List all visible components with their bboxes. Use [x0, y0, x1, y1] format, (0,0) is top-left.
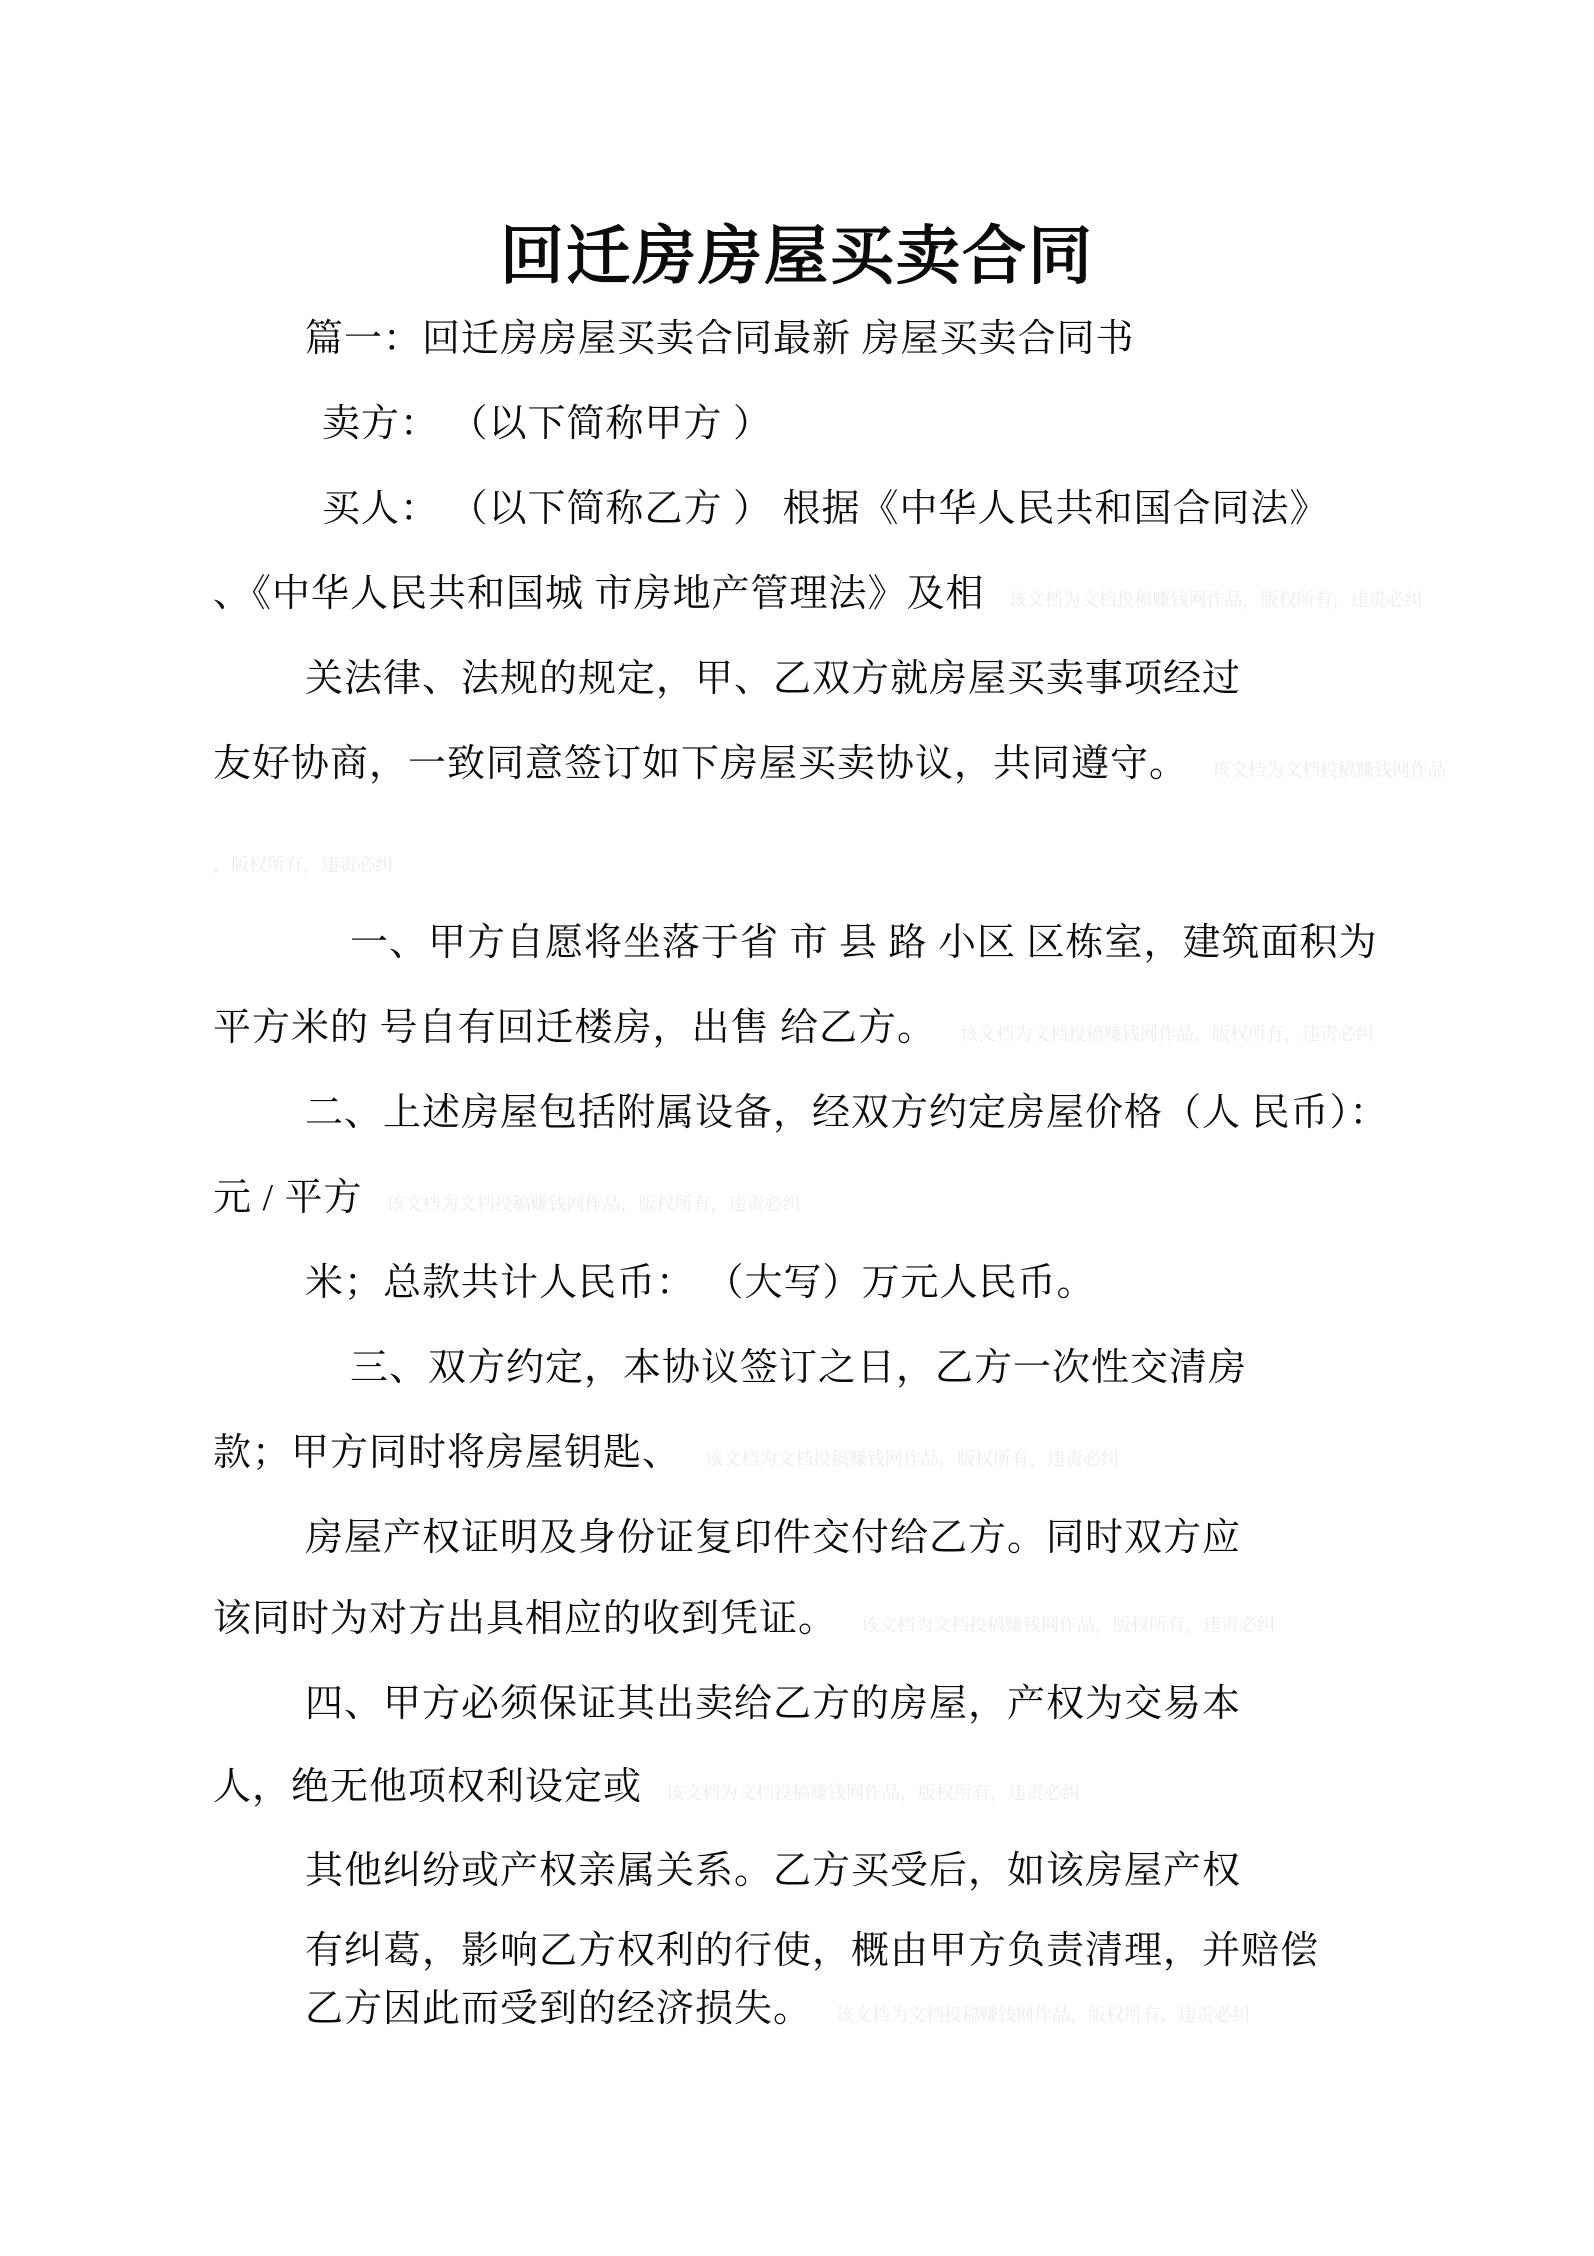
line-text: 乙方因此而受到的经济损失。 — [305, 1988, 813, 2030]
watermark-text: 该文档为文档投稿赚钱网作品，版权所有，违责必纠 — [705, 1449, 1120, 1469]
line-text: 三、双方约定，本协议签订之日，乙方一次性交清房 — [350, 1347, 1248, 1389]
contract-line — [322, 403, 772, 446]
contract-line — [322, 488, 1329, 531]
contract-line — [213, 573, 1423, 616]
line-text: 该同时为对方出具相应的收到凭证。 — [213, 1598, 838, 1640]
line-text: 米；总款共计人民币： （大写）万元人民币。 — [305, 1262, 1096, 1304]
contract-line — [213, 1598, 1275, 1641]
line-text: 四、甲方必须保证其出卖给乙方的房屋，产权为交易本 — [305, 1683, 1242, 1725]
line-text: 买人： （以下简称乙方 ） 根据《中华人民共和国合同法》 — [322, 488, 1329, 530]
watermark-text: 该文档为文档投稿赚钱网作品，版权所有，违责必纠 — [861, 1615, 1276, 1635]
watermark-text: 该文档为文档投稿赚钱网作品，版权所有，违责必纠 — [836, 2005, 1251, 2025]
watermark-text: 该文档为文档投稿赚钱网作品，版权所有，违责必纠 — [960, 1024, 1375, 1044]
line-text: 、《中华人民共和国城 市房地产管理法》及相 — [213, 573, 985, 615]
contract-line — [305, 1683, 1241, 1726]
line-text: 卖方： （以下简称甲方 ） — [322, 403, 773, 445]
contract-line — [305, 1930, 1319, 1973]
line-text: 友好协商，一致同意签订如下房屋买卖协议，共同遵守。 — [213, 743, 1189, 785]
line-text: 平方米的 号自有回迁楼房，出售 给乙方。 — [213, 1007, 937, 1049]
contract-line — [305, 658, 1241, 701]
contract-line — [305, 1092, 1389, 1135]
contract-line — [213, 838, 393, 881]
watermark-text: 该文档为文档投稿赚钱网作品，版权所有，违责必纠 — [386, 1194, 801, 1214]
contract-line — [213, 1007, 1374, 1050]
contract-line — [305, 1850, 1241, 1893]
contract-line — [213, 1177, 801, 1220]
contract-line — [305, 1262, 1096, 1305]
line-text: 一、甲方自愿将坐落于省 市 县 路 小区 区栋室，建筑面积为 — [350, 922, 1378, 964]
contract-line — [350, 1347, 1247, 1390]
contract-line — [213, 743, 1446, 786]
line-text: 人，绝无他项权利设定或 — [213, 1766, 643, 1808]
watermark-text: 该文档为文档投稿赚钱网作品 — [1212, 760, 1447, 780]
contract-line — [213, 1432, 1119, 1475]
contract-line — [305, 1517, 1241, 1560]
line-text: 二、上述房屋包括附属设备，经双方约定房屋价格（人 民币）： — [305, 1092, 1389, 1134]
contract-line — [213, 1766, 1080, 1809]
contract-line — [305, 318, 1135, 361]
watermark-text: 该文档为文档投稿赚钱网作品，版权所有，违责必纠 — [666, 1783, 1081, 1803]
watermark-text: ，版权所有，违责必纠 — [213, 855, 393, 875]
line-text: 元 / 平方 — [213, 1177, 363, 1219]
line-text: 有纠葛，影响乙方权利的行使，概由甲方负责清理，并赔偿 — [305, 1930, 1320, 1972]
document-title: 回迁房房屋买卖合同 — [500, 220, 1094, 292]
line-text: 房屋产权证明及身份证复印件交付给乙方。同时双方应 — [305, 1517, 1242, 1559]
contract-line — [305, 1988, 1250, 2031]
line-text: 篇一：回迁房房屋买卖合同最新 房屋买卖合同书 — [305, 318, 1135, 360]
line-text: 其他纠纷或产权亲属关系。乙方买受后，如该房屋产权 — [305, 1850, 1242, 1892]
watermark-text: 该文档为文档投稿赚钱网作品，版权所有，违责必纠 — [1008, 590, 1423, 610]
line-text: 关法律、法规的规定，甲、乙双方就房屋买卖事项经过 — [305, 658, 1242, 700]
line-text: 款；甲方同时将房屋钥匙、 — [213, 1432, 682, 1474]
contract-line — [350, 922, 1378, 965]
